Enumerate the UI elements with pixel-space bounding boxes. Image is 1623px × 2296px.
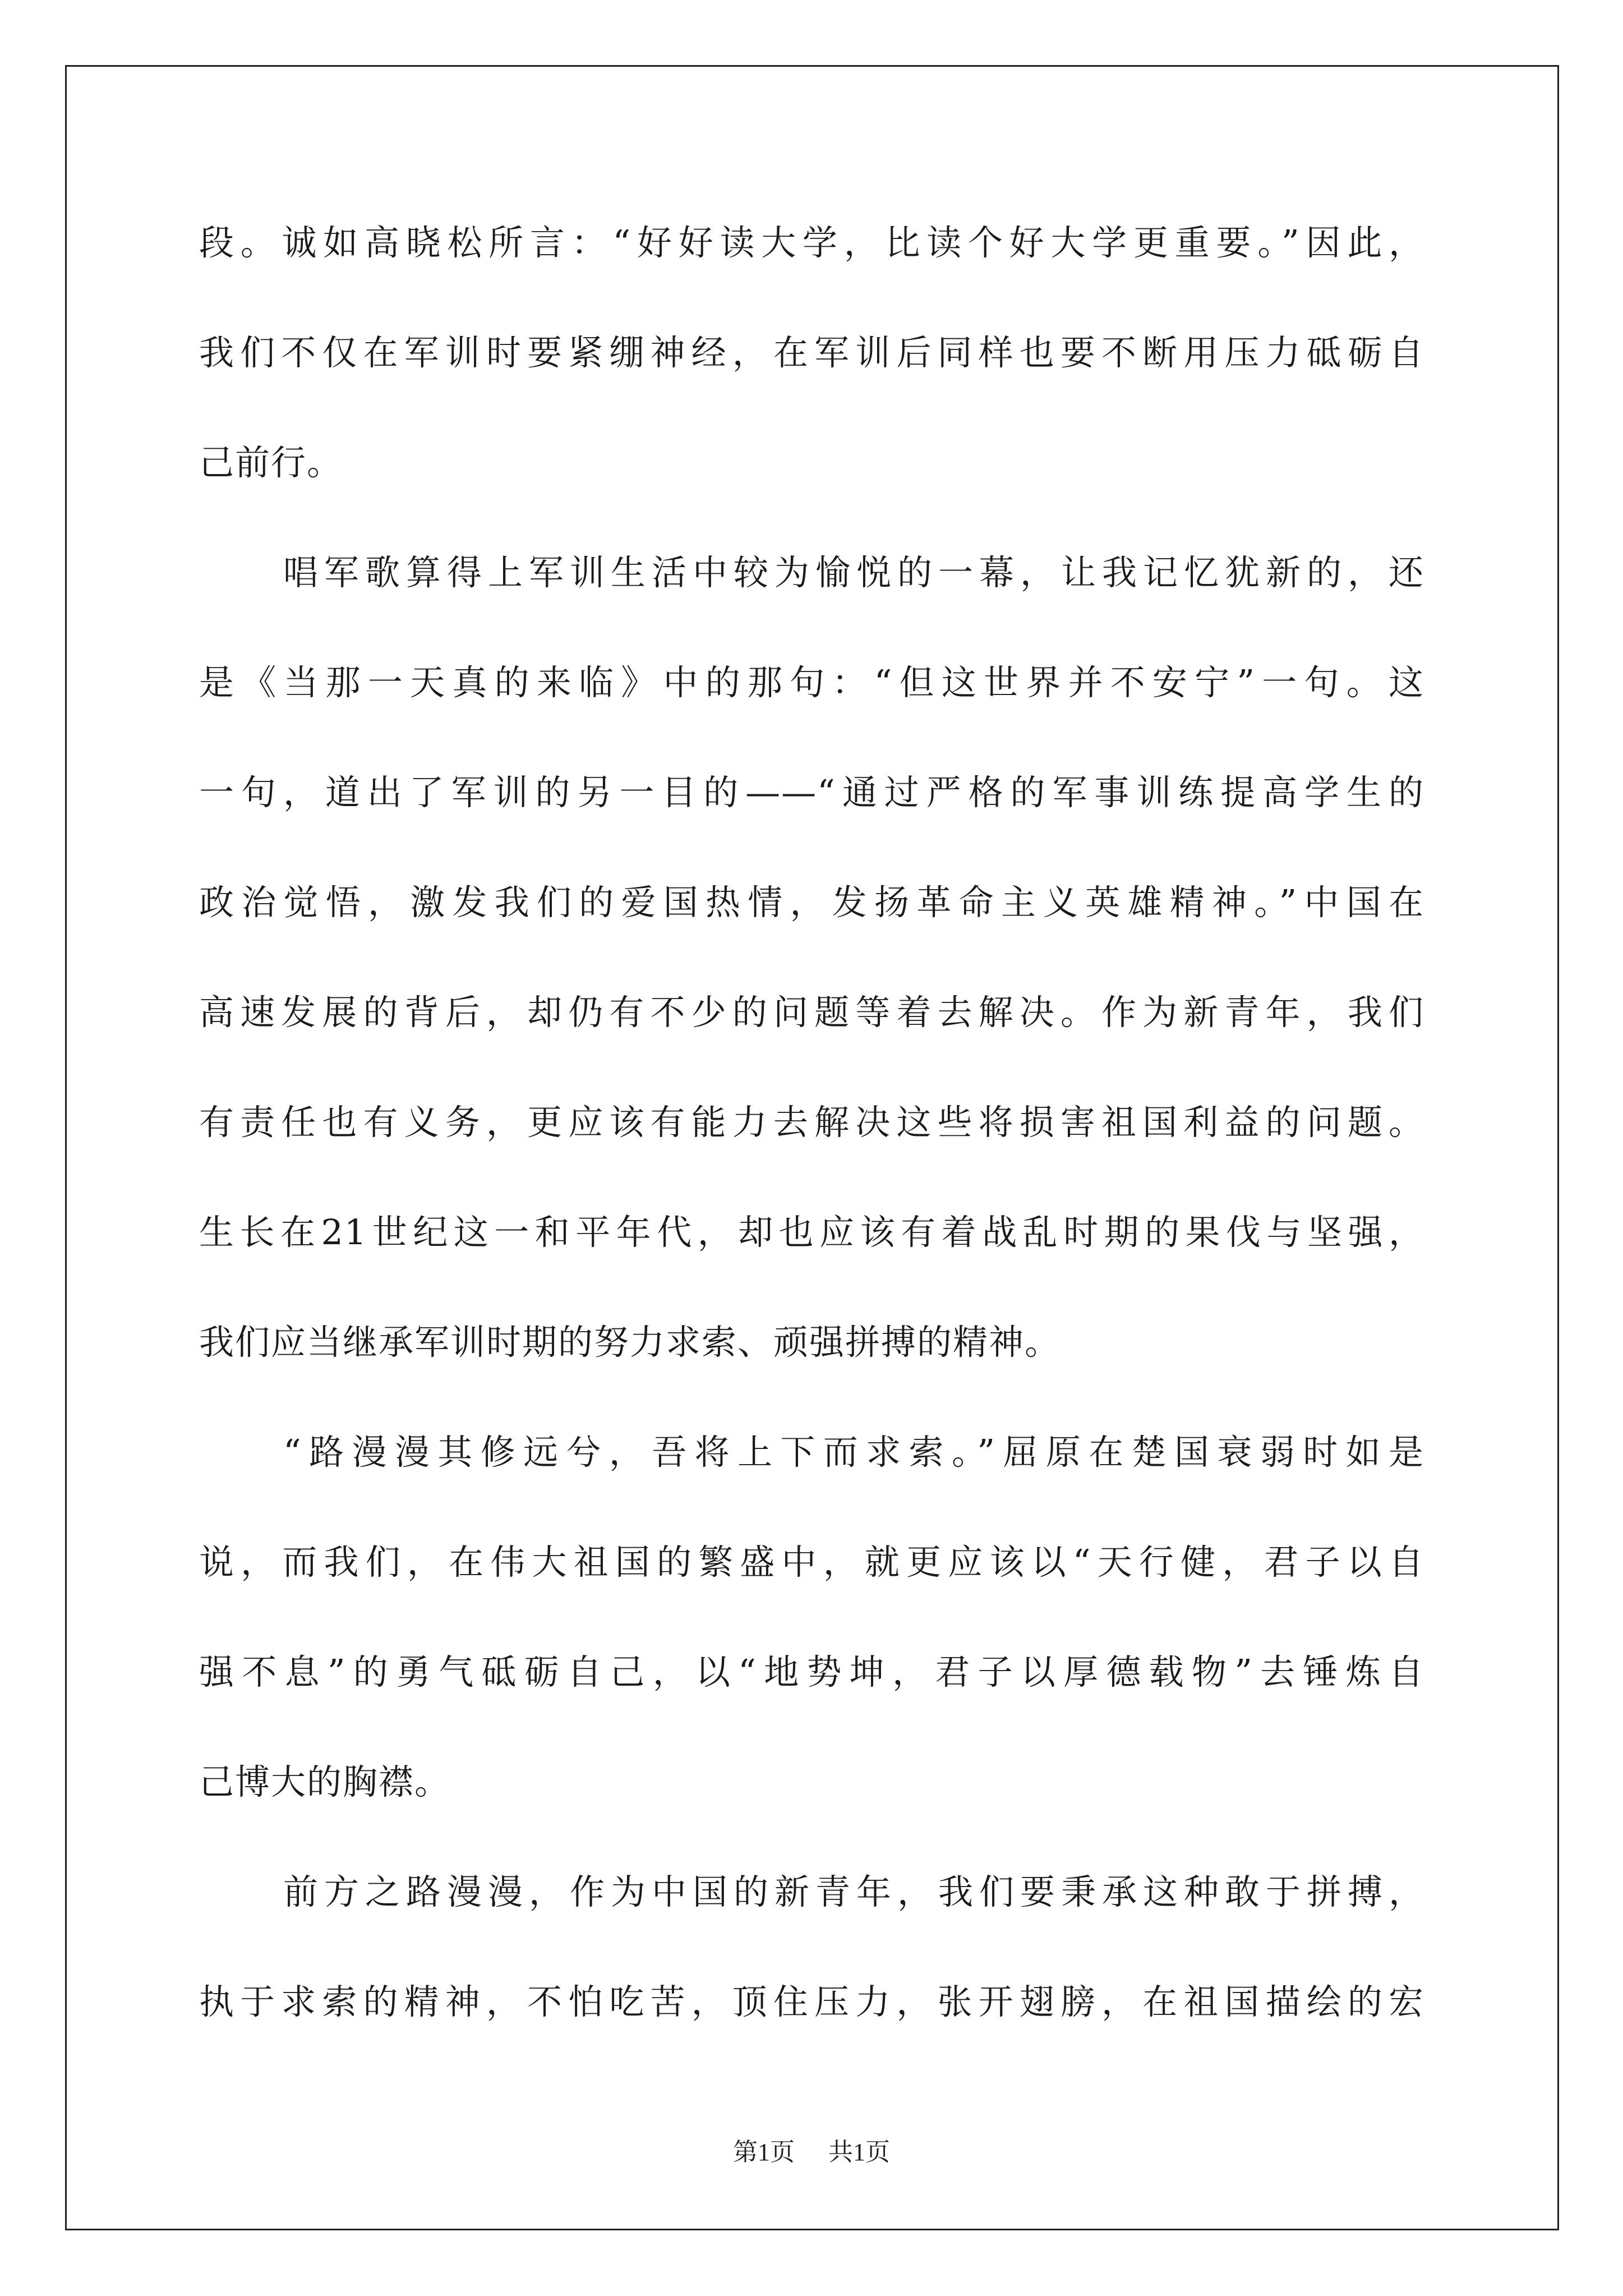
text-line-3: 己前行。 <box>199 442 343 483</box>
text-line-4: 唱军歌算得上军训生活中较为愉悦的一幕，让我记忆犹新的，还 <box>283 552 1424 593</box>
text-line-13: 说，而我们，在伟大祖国的繁盛中，就更应该以“天行健，君子以自 <box>199 1542 1424 1582</box>
text-line-6: 一句，道出了军训的另一目的——“通过严格的军事训练提高学生的 <box>199 772 1424 813</box>
text-line-5: 是《当那一天真的来临》中的那句：“但这世界并不安宁”一句。这 <box>199 662 1424 703</box>
page-footer <box>0 2132 1623 2168</box>
page-number-current: 第1页 <box>733 2138 795 2166</box>
text-line-8: 高速发展的背后，却仍有不少的问题等着去解决。作为新青年，我们 <box>199 992 1424 1033</box>
text-line-14: 强不息”的勇气砥砺自己，以“地势坤，君子以厚德载物”去锤炼自 <box>199 1651 1424 1692</box>
text-line-7: 政治觉悟，激发我们的爱国热情，发扬革命主义英雄精神。”中国在 <box>199 882 1424 923</box>
text-line-2: 我们不仅在军训时要紧绷神经，在军训后同样也要不断用压力砥砺自 <box>199 332 1424 373</box>
text-line-16: 前方之路漫漫，作为中国的新青年，我们要秉承这种敢于拼搏， <box>283 1871 1424 1912</box>
document-body <box>199 188 1424 2057</box>
page-number-total: 共1页 <box>828 2138 890 2166</box>
text-line-15: 己博大的胸襟。 <box>199 1761 451 1802</box>
text-line-9: 有责任也有义务，更应该有能力去解决这些将损害祖国利益的问题。 <box>199 1102 1424 1143</box>
text-line-10: 生长在21世纪这一和平年代，却也应该有着战乱时期的果伐与坚强， <box>199 1212 1424 1253</box>
text-line-11: 我们应当继承军训时期的努力求索、顽强拼搏的精神。 <box>199 1322 1061 1363</box>
text-line-17: 执于求索的精神，不怕吃苦，顶住压力，张开翅膀，在祖国描绘的宏 <box>199 1981 1424 2022</box>
text-line-1: 段。诚如高晓松所言：“好好读大学，比读个好大学更重要。”因此， <box>199 222 1424 263</box>
text-line-12: “路漫漫其修远兮，吾将上下而求索。”屈原在楚国衰弱时如是 <box>283 1432 1424 1473</box>
